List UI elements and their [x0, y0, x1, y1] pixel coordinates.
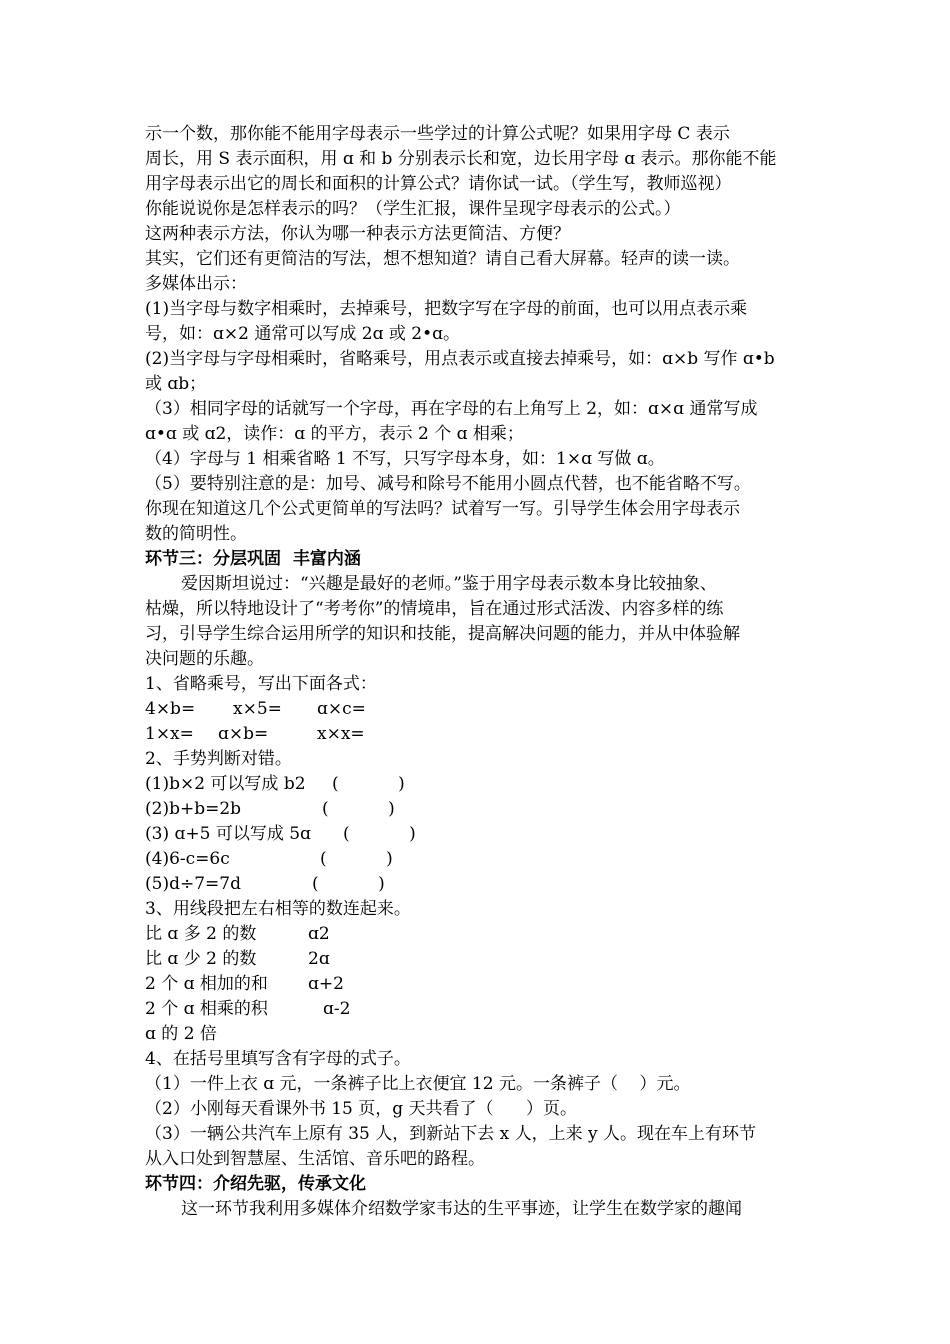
- judgement-item: [145, 772, 813, 797]
- text-line: (1)当字母与数字相乘时，去掉乘号，把数字写在字母的前面，也可以用点表示乘: [145, 299, 748, 319]
- text-line: 枯燥，所以特地设计了“考考你”的情境串，旨在通过形式活泼、内容多样的练: [145, 599, 724, 619]
- text-line: （5）要特别注意的是：加号、减号和除号不能用小圆点代替，也不能省略不写。: [145, 474, 751, 494]
- answer-bracket: ( ): [312, 874, 385, 894]
- text-line: 从入口处到智慧屋、生活馆、音乐吧的路程。: [145, 1149, 485, 1169]
- text-line: 习，引导学生综合运用所学的知识和技能，提高解决问题的能力，并从中体验解: [145, 624, 740, 644]
- text-line: （3）一辆公共汽车上原有 35 人，到新站下去 x 人，上来 y 人。现在车上有环节: [145, 1124, 757, 1144]
- matching-right: ɑ-2: [323, 999, 351, 1019]
- answer-bracket: ( ): [332, 774, 405, 794]
- matching-right: 2ɑ: [308, 949, 330, 969]
- text-line: 或 ɑb；: [145, 374, 207, 394]
- matching-row: [145, 922, 813, 947]
- matching-left: ɑ 的 2 倍: [145, 1024, 217, 1044]
- matching-right: ɑ2: [308, 924, 330, 944]
- matching-right: ɑ+2: [308, 974, 344, 994]
- document-page: [145, 122, 813, 1222]
- judgement-text: (5)d÷7=7d: [145, 874, 241, 894]
- expression: 1×x=: [145, 724, 194, 744]
- text-line: 示一个数，那你能不能用字母表示一些学过的计算公式呢？如果用字母 C 表示: [145, 124, 730, 144]
- text-line: 用字母表示出它的周长和面积的计算公式？请你试一试。（学生写，教师巡视）: [145, 174, 732, 194]
- text-line: 多媒体出示：: [145, 274, 247, 294]
- text-line: 周长，用 S 表示面积，用 ɑ 和 b 分别表示长和宽，边长用字母 ɑ 表示。那你能不能: [145, 149, 777, 169]
- section-three-intro: [145, 572, 813, 672]
- expression: ɑ×c=: [317, 699, 366, 719]
- judgement-text: (4)6-c=6c: [145, 849, 230, 869]
- matching-left: 比 ɑ 多 2 的数: [145, 924, 257, 944]
- text-line: ɑ•ɑ 或 ɑ2，读作：ɑ 的平方，表示 2 个 ɑ 相乘；: [145, 424, 524, 444]
- text-line: 这两种表示方法，你认为哪一种表示方法更简洁、方便？: [145, 224, 570, 244]
- matching-left: 2 个 ɑ 相乘的积: [145, 999, 268, 1019]
- answer-bracket: ( ): [322, 799, 395, 819]
- expression: x×x=: [317, 724, 365, 744]
- text-line: 你现在知道这几个公式更简单的写法吗？试着写一写。引导学生体会用字母表示: [145, 499, 740, 519]
- question-one-row: [145, 697, 813, 722]
- judgement-item: [145, 872, 813, 897]
- matching-row: [145, 1022, 813, 1047]
- section-three-heading: 环节三：分层巩固 丰富内涵: [145, 549, 361, 569]
- text-line: 你能说说你是怎样表示的吗？（学生汇报，课件呈现字母表示的公式。）: [145, 199, 681, 219]
- question-two-title: 2、手势判断对错。: [145, 749, 292, 769]
- text-line: 决问题的乐趣。: [145, 649, 264, 669]
- text-line: （1）一件上衣 ɑ 元，一条裤子比上衣便宜 12 元。一条裤子（ ）元。: [145, 1074, 691, 1094]
- question-four-title: 4、在括号里填写含有字母的式子。: [145, 1049, 411, 1069]
- answer-bracket: ( ): [343, 824, 416, 844]
- expression: x×5=: [233, 699, 282, 719]
- text-line: 爱因斯坦说过：“兴趣是最好的老师。”鉴于用字母表示数本身比较抽象、: [181, 574, 717, 594]
- text-line: （2）小刚每天看课外书 15 页，g 天共看了（ ）页。: [145, 1099, 577, 1119]
- matching-row: [145, 947, 813, 972]
- expression: 4×b=: [145, 699, 196, 719]
- text-line: （4）字母与 1 相乘省略 1 不写，只写字母本身，如：1×ɑ 写做 ɑ。: [145, 449, 665, 469]
- matching-left: 2 个 ɑ 相加的和: [145, 974, 268, 994]
- paragraph-formulas: [145, 122, 813, 547]
- judgement-text: (2)b+b=2b: [145, 799, 242, 819]
- question-three-title: 3、用线段把左右相等的数连起来。: [145, 899, 411, 919]
- text-line: 其实，它们还有更简洁的写法，想不想知道？请自己看大屏幕。轻声的读一读。: [145, 249, 740, 269]
- judgement-item: [145, 822, 813, 847]
- section-four-heading: 环节四：介绍先驱，传承文化: [145, 1174, 366, 1194]
- question-one-row: [145, 722, 813, 747]
- judgement-item: [145, 797, 813, 822]
- judgement-text: (3) ɑ+5 可以写成 5ɑ: [145, 824, 311, 844]
- text-line: (2)当字母与字母相乘时，省略乘号，用点表示或直接去掉乘号，如：ɑ×b 写作 ɑ•b: [145, 349, 775, 369]
- text-line: 号，如：ɑ×2 通常可以写成 2ɑ 或 2•ɑ。: [145, 324, 460, 344]
- question-one-title: 1、省略乘号，写出下面各式：: [145, 674, 377, 694]
- matching-row: [145, 972, 813, 997]
- matching-left: 比 ɑ 少 2 的数: [145, 949, 257, 969]
- text-line: 这一环节我利用多媒体介绍数学家韦达的生平事迹，让学生在数学家的趣闻: [181, 1199, 742, 1219]
- answer-bracket: ( ): [320, 849, 393, 869]
- judgement-item: [145, 847, 813, 872]
- matching-row: [145, 997, 813, 1022]
- expression: ɑ×b=: [218, 724, 269, 744]
- judgement-text: (1)b×2 可以写成 b2: [145, 774, 306, 794]
- text-line: （3）相同字母的话就写一个字母，再在字母的右上角写上 2，如：ɑ×ɑ 通常写成: [145, 399, 758, 419]
- text-line: 数的简明性。: [145, 524, 247, 544]
